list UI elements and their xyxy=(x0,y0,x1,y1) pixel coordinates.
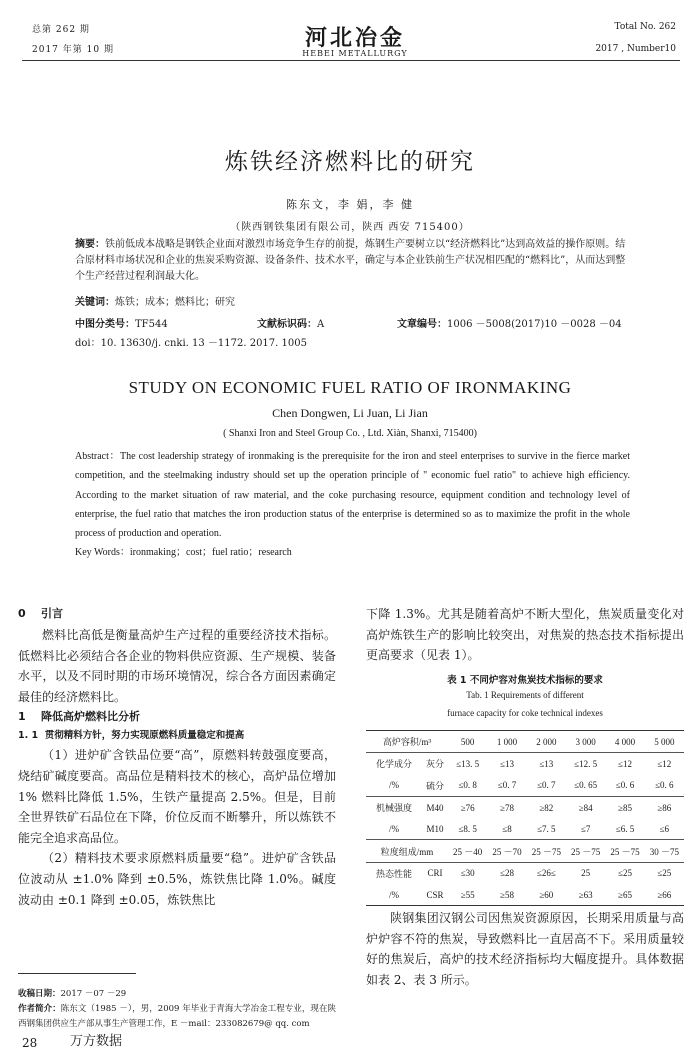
subsection-1-1-number: 1. 1 xyxy=(18,730,39,742)
section-1-title: 降低高炉燃料比分析 xyxy=(40,710,140,724)
total-number: Total No. 262 xyxy=(614,22,676,32)
keywords-cn-text: 炼铁；成本；燃料比；研究 xyxy=(115,297,235,308)
table-cell: ≥55 xyxy=(448,884,487,906)
table-group-label: 热态性能 xyxy=(375,868,412,879)
art-label: 文章编号： xyxy=(397,319,447,330)
table-cell: ≤13 xyxy=(539,758,554,769)
table-cell: ≤6 xyxy=(645,818,684,840)
issue-year: 2017 年第 10 期 xyxy=(32,45,114,55)
table-group-label: 化学成分 xyxy=(375,759,412,770)
keywords-en-label: Key Words： xyxy=(75,547,130,559)
paragraph-continued: 下降 1.3%。尤其是随着高炉不断大型化，焦炭质量变化对高炉炼铁生产的影响比较突出，对焦炭的热态技术指标提出更高要求（见表 1）。 xyxy=(366,607,684,663)
table-cell: ≤12 xyxy=(618,758,632,769)
table-cell: 25 －70 xyxy=(487,840,526,862)
table-cell: ≥63 xyxy=(566,884,605,906)
table-1-body xyxy=(366,731,684,906)
right-column xyxy=(366,604,684,666)
doc-value: A xyxy=(317,319,325,330)
author-bio-label: 作者简介： xyxy=(18,1004,61,1014)
keywords-en-text: ironmaking；cost；fuel ratio；research xyxy=(129,547,292,559)
left-column xyxy=(18,604,336,910)
table-header-cell: 3 000 xyxy=(566,731,605,753)
table-row xyxy=(366,818,684,840)
section-0-heading xyxy=(18,604,336,625)
table-cell: 25 －40 xyxy=(448,840,487,862)
table-cell: ≤8. 5 xyxy=(448,818,487,840)
table-header-cell: 高炉容积/m³ xyxy=(366,731,448,753)
header-rule xyxy=(22,60,680,61)
table-sub-label: M40 xyxy=(426,802,444,813)
table-row xyxy=(366,862,684,884)
table-cell: ≥85 xyxy=(618,802,632,813)
art-value: 1006 －5008(2017)10 －0028 －04 xyxy=(447,319,622,330)
table-header-row xyxy=(366,731,684,753)
table-1-title-en-1: Tab. 1 Requirements of different xyxy=(466,690,584,700)
subsection-1-1-heading xyxy=(18,726,336,745)
table-row xyxy=(366,884,684,906)
watermark: 万方数据 xyxy=(70,1034,123,1049)
doc-code xyxy=(257,317,324,333)
received-value: 2017 －07 －29 xyxy=(60,989,127,999)
table-cell: ≤0. 65 xyxy=(566,775,605,797)
table-1-title-cn: 表 1 不同炉容对焦炭技术指标的要求 xyxy=(447,675,603,686)
table-cell: ≥78 xyxy=(500,802,514,813)
table-cell: ≤13 xyxy=(500,758,514,769)
table-cell: ≤13. 5 xyxy=(456,758,480,769)
table-cell: ≥84 xyxy=(578,802,593,813)
table-cell: ≤0. 6 xyxy=(645,775,684,797)
table-cell: ≥66 xyxy=(645,884,684,906)
table-row xyxy=(366,796,684,818)
journal-logo: 河北冶金 xyxy=(304,26,405,51)
abstract-en-text: The cost leadership strategy of ironmaking is the prerequisite for the iron and steel enterprises to survive in the fierce market competition, and the steelmaking industry should set up the operation principle of " economic fuel ratio" to achieve high efficiency. According to the market situation of raw material, and the coke purchasing resource, equipment condition and technology level of enterprise, the fuel ratio that matches the iron production status of the enterprise is determined so as to maximize the profit in the whole process of production and operation. xyxy=(75,451,630,540)
issue-total: 总第 262 期 xyxy=(32,25,90,35)
table-sub-label: M10 xyxy=(422,818,448,840)
table-cell: 30 －75 xyxy=(645,840,684,862)
table-cell: ≤7 xyxy=(566,818,605,840)
abstract-cn xyxy=(75,237,630,285)
author-bio xyxy=(18,1002,336,1032)
table-cell: ≤8 xyxy=(487,818,526,840)
paragraph-2: （2）精料技术要求原燃料质量要“稳”。进炉矿含铁品位波动从 ±1.0% 降到 ±0.5%，炼铁焦比降 1.0%。碱度波动由 ±0.1 降到 ±0.05，炼铁焦比 xyxy=(18,851,336,907)
table-cell: 25 xyxy=(581,868,591,879)
table-header-cell: 5 000 xyxy=(645,731,684,753)
author-bio-text: 陈东文（1985 －），男，2009 年毕业于青海大学冶金工程专业，现在陕西钢集团供应生产部从事生产管理工作，E －mail：233082679@ qq. com xyxy=(18,1004,336,1029)
table-cell: ≤30 xyxy=(460,868,475,879)
table-cell: ≤12. 5 xyxy=(574,758,598,769)
doc-label: 文献标识码： xyxy=(257,319,317,330)
table-cell: ≤0. 7 xyxy=(487,775,526,797)
table-header-cell: 4 000 xyxy=(605,731,644,753)
table-cell: ≤6. 5 xyxy=(605,818,644,840)
table-cell: ≤0. 6 xyxy=(605,775,644,797)
table-cell: ≤25 xyxy=(657,868,672,879)
table-group-label: /% xyxy=(366,818,422,840)
table-1-title-en-2: furnace capacity for coke technical indexes xyxy=(447,708,603,718)
section-1-number: 1 xyxy=(18,710,26,724)
keywords-cn-label: 关键词： xyxy=(75,297,115,308)
abstract-en-label: Abstract： xyxy=(75,451,121,462)
abstract-en xyxy=(75,447,630,563)
section-0-title: 引言 xyxy=(40,607,63,620)
table-cell: ≥76 xyxy=(460,802,475,813)
table-sub-label: CRI xyxy=(427,868,443,879)
table-cell: ≤12 xyxy=(657,758,672,769)
subsection-1-1-title: 贯彻精料方针，努力实现原燃料质量稳定和提高 xyxy=(44,730,245,742)
table-sub-label: 灰分 xyxy=(425,759,444,770)
keywords-cn xyxy=(75,295,630,311)
table-row xyxy=(366,753,684,775)
table-row xyxy=(366,775,684,797)
table-cell: ≤26≤ xyxy=(536,868,556,879)
authors-cn: 陈东文，李 娟，李 健 xyxy=(286,198,414,211)
table-sub-label: CSR xyxy=(422,884,448,906)
paragraph-after-table: 陕钢集团汉钢公司因焦炭资源原因，长期采用质量与高炉炉容不符的焦炭，导致燃料比一直居高不下。采用质量较好的焦炭后，高炉的技术经济指标均大幅度提升。具体数据如表 2、表 3 所示。 xyxy=(366,911,684,987)
table-cell: 25 －75 xyxy=(566,840,605,862)
table-group-label: /% xyxy=(366,775,422,797)
table-cell: ≥86 xyxy=(657,802,672,813)
doi[interactable]: doi：10. 13630/j. cnki. 13 －1172. 2017. 1005 xyxy=(75,338,307,349)
title-en: STUDY ON ECONOMIC FUEL RATIO OF IRONMAKING xyxy=(128,378,572,397)
section-0-number: 0 xyxy=(18,607,26,620)
table-header-cell: 500 xyxy=(448,731,487,753)
received-label: 收稿日期： xyxy=(18,989,61,999)
table-cell: ≥60 xyxy=(527,884,566,906)
table-header-cell: 1 000 xyxy=(487,731,526,753)
clc-value: TF544 xyxy=(135,319,168,330)
table-group-label: 粒度组成/mm xyxy=(366,840,448,862)
footnote-rule xyxy=(18,973,136,974)
received-date xyxy=(18,987,336,1002)
table-group-label: 机械强度 xyxy=(375,803,412,814)
intro-paragraph: 燃料比高低是衡量高炉生产过程的重要经济技术指标。低燃料比必须结合各企业的物料供应资源、生产规模、装备水平，以及不同时期的市场环境情况，综合各方面因素确定最佳的经济燃料比。 xyxy=(18,628,336,704)
paragraph-1: （1）进炉矿含铁品位要“高”，原燃料转鼓强度要高，烧结矿碱度要高。高品位是精料技术的核心，高炉品位增加 1% 燃料比降低 1.5%，生铁产量提高 2.5%。但是，目前全世界铁矿石品位在下降，价位反而不断攀升，所以炼铁不能完全追求高品位。 xyxy=(18,748,336,845)
year-number: 2017 , Number10 xyxy=(595,44,676,54)
table-group-label: /% xyxy=(366,884,422,906)
table-sub-label: 硫分 xyxy=(422,775,448,797)
abstract-cn-label: 摘要： xyxy=(75,239,105,250)
table-cell: ≥65 xyxy=(605,884,644,906)
authors-en: Chen Dongwen, Li Juan, Li Jian xyxy=(272,406,428,420)
classification-line xyxy=(75,317,630,333)
table-cell: 25 －75 xyxy=(605,840,644,862)
footnote xyxy=(18,987,336,1032)
page-number: 28 xyxy=(22,1036,38,1050)
table-1 xyxy=(366,730,684,906)
table-cell: ≥58 xyxy=(487,884,526,906)
table-cell: ≤25 xyxy=(618,868,632,879)
affiliation-cn: （陕西钢铁集团有限公司，陕西 西安 715400） xyxy=(230,222,470,233)
page-title: 炼铁经济燃料比的研究 xyxy=(225,149,475,175)
article-number xyxy=(397,317,622,333)
affiliation-en: ( Shanxi Iron and Steel Group Co. , Ltd. Xiàn, Shanxi, 715400) xyxy=(223,428,477,439)
abstract-cn-text: 铁前低成本战略是钢铁企业面对激烈市场竞争生存的前提，炼钢生产要树立以“经济燃料比”达到高效益的操作原则。结合原材料市场状况和企业的焦炭采购资源、设备条件、技术水平，确定与本企业铁前生产状况相匹配的“燃料比”，从而达到整个生产经营过程利润最大化。 xyxy=(75,239,626,282)
journal-name-en: HEBEI METALLURGY xyxy=(302,49,408,58)
table-cell: 25 －75 xyxy=(527,840,566,862)
table-cell: ≤0. 7 xyxy=(527,775,566,797)
table-cell: ≤0. 8 xyxy=(448,775,487,797)
table-cell: ≤7. 5 xyxy=(527,818,566,840)
table-row xyxy=(366,840,684,862)
table-header-cell: 2 000 xyxy=(527,731,566,753)
table-cell: ≥82 xyxy=(539,802,554,813)
right-column-bottom xyxy=(366,908,684,990)
clc-label: 中图分类号： xyxy=(75,319,135,330)
table-cell: ≤28 xyxy=(500,868,514,879)
section-1-heading xyxy=(18,707,336,726)
